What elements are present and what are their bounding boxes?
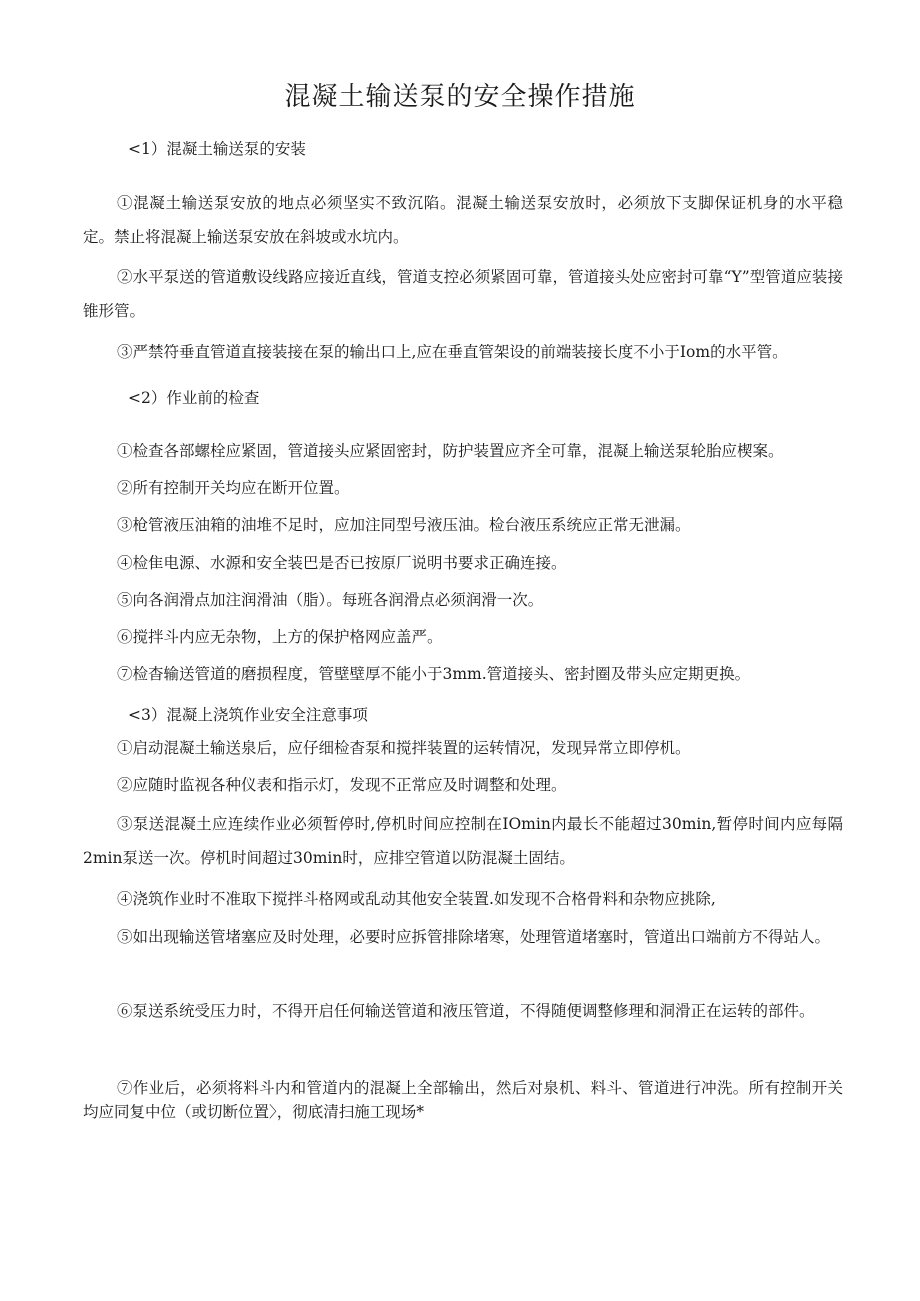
- paragraph: ④浇筑作业时不准取下搅拌斗格网或乱动其他安全装置.如发现不合格骨料和杂物应挑除,: [117, 890, 716, 908]
- section-heading-pouring-safety: <3）混凝上浇筑作业安全注意事项: [128, 706, 368, 724]
- paragraph: ⑥搅拌斗内应无杂物，上方的保护格网应盖严。: [117, 628, 443, 646]
- paragraph: ⑥泵送系统受压力时，不得开启任何输送管道和液压管道，不得随便调整修理和洞滑正在运转的部件。: [117, 1002, 815, 1020]
- paragraph: ⑦检杳输送管道的磨损程度，管壁壁厚不能小于3mm.管道接头、密封圈及带头应定期更换。: [117, 665, 751, 683]
- paragraph: ③枪管液压油箱的油堆不足时，应加注同型号液压油。检台液压系统应正常无泄漏。: [117, 516, 691, 534]
- paragraph: ②水平泵送的管道敷设线路应接近直线，管道支控必须紧固可靠，管道接头处应密封可靠“Y”型管道应装接锥形管。: [83, 268, 843, 320]
- paragraph: ②应随时监视各种仪表和指示灯，发现不正常应及时调整和处理。: [117, 776, 567, 794]
- paragraph: ②所有控制开关均应在断开位置。: [117, 479, 350, 497]
- paragraph: ④检隹电源、水源和安全装巴是否已按原厂说明书要求正确连接。: [117, 554, 567, 572]
- paragraph: ③严禁符垂直管道直接装接在泵的输出口上,应在垂直管架设的前端装接长度不小于Iom的水平管。: [117, 343, 788, 361]
- section-heading-installation: <1）混凝土输送泵的安装: [128, 140, 306, 158]
- paragraph: ⑦作业后，必须将料斗内和管道内的混凝上全部输出，然后对泉机、料斗、管道进行冲洗。所有控制开关均应同复中位（或切断位置〉，彻底清扫施工现场*: [83, 1079, 843, 1121]
- paragraph: ③泵送混凝土应连续作业必须暂停时,停机时间应控制在IOmin内最长不能超过30min,暂停时间内应每隔2min泵送一次。停机时间超过30min时，应排空管道以防混凝土固结。: [83, 815, 843, 867]
- paragraph: ⑤向各润滑点加注润滑油（脂）。每班各润滑点必须润滑一次。: [117, 591, 544, 609]
- paragraph: ⑤如出现输送管堵塞应及时处理，必要时应拆管排除堵寒，处理管道堵塞时，管道出口端前方不得站人。: [117, 928, 831, 946]
- paragraph: ①启动混凝土输送泉后，应仔细检杳泵和搅拌装置的运转情况，发现异常立即停机。: [117, 739, 691, 757]
- document-title: 混凝土输送泵的安全操作措施: [284, 82, 636, 112]
- section-heading-pre-work-check: <2）作业前的检查: [128, 389, 260, 407]
- paragraph: ①混凝土输送泵安放的地点必须坚实不致沉陷。混凝土输送泵安放时，必须放下支脚保证机身的水平稳定。禁止将混凝上输送泵安放在斜坡或水坑内。: [83, 194, 843, 246]
- paragraph: ①检查各部螺栓应紧固，管道接头应紧固密封，防护装置应齐全可靠，混凝上输送泵轮胎应楔案。: [117, 442, 784, 460]
